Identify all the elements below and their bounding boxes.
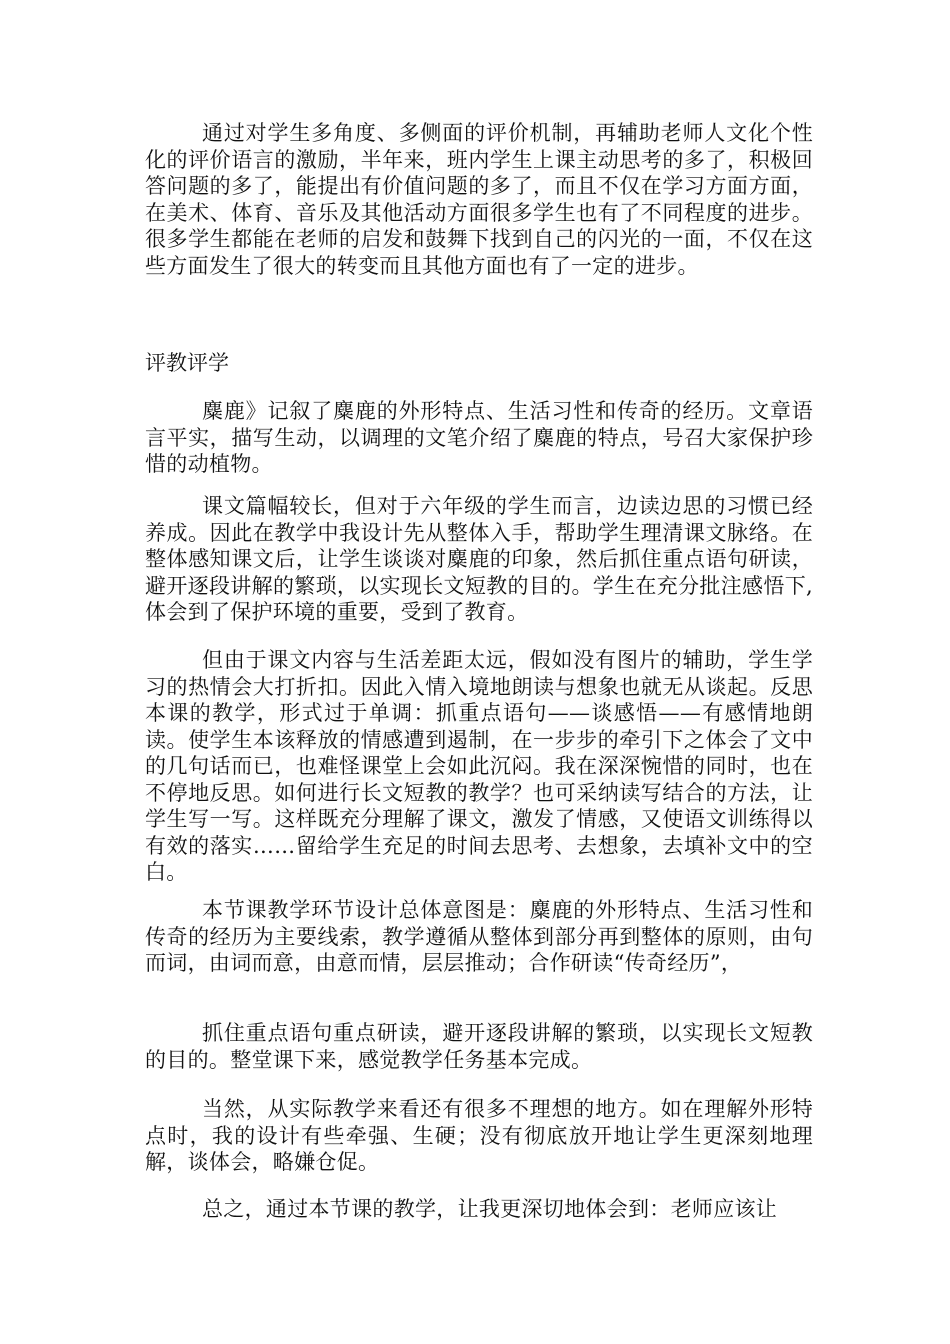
paragraph-milu-intro: 麋鹿》记叙了麋鹿的外形特点、生活习性和传奇的经历。文章语言平实，描写生动，以调理的文笔介绍了麋鹿的特点，号召大家保护珍惜的动植物。	[145, 399, 813, 476]
paragraph-conclusion: 总之，通过本节课的教学，让我更深切地体会到：老师应该让	[202, 1197, 778, 1221]
paragraph-lesson-design: 课文篇幅较长，但对于六年级的学生而言，边读边思的习惯已经养成。因此在教学中我设计先从整体入手，帮助学生理清课文脉络。在整体感知课文后，让学生谈谈对麋鹿的印象，然后抓住重点语句研读，避开逐段讲解的繁琐，以实现长文短教的目的。学生在充分批注感悟下,体会到了保护环境的重要，受到了教育。	[145, 494, 813, 624]
paragraph-shortcomings: 当然，从实际教学来看还有很多不理想的地方。如在理解外形特点时，我的设计有些牵强、生硬；没有彻底放开地让学生更深刻地理解，谈体会，略嫌仓促。	[145, 1097, 813, 1174]
section-heading: 评教评学	[145, 351, 229, 375]
paragraph-reflection: 但由于课文内容与生活差距太远，假如没有图片的辅助，学生学习的热情会大打折扣。因此入情入境地朗读与想象也就无从谈起。反思本课的教学，形式过于单调：抓重点语句——谈感悟——有感情地朗读。使学生本该释放的情感遭到遏制，在一步步的牵引下之体会了文中的几句话而已，也难怪课堂上会如此沉闷。我在深深惋惜的同时，也在不停地反思。如何进行长文短教的教学？也可采纳读写结合的方法，让学生写一写。这样既充分理解了课文，激发了情感，又使语文训练得以有效的落实……留给学生充足的时间去思考、去想象，去填补文中的空白。	[145, 648, 813, 884]
paragraph-key-sentences: 抓住重点语句重点研读，避开逐段讲解的繁琐，以实现长文短教的目的。整堂课下来，感觉教学任务基本完成。	[145, 1021, 813, 1072]
paragraph-design-intent: 本节课教学环节设计总体意图是：麋鹿的外形特点、生活习性和传奇的经历为主要线索，教学遵循从整体到部分再到整体的原则，由句而词，由词而意，由意而情，层层推动；合作研读“传奇经历”，	[145, 898, 813, 975]
paragraph-evaluation-summary: 通过对学生多角度、多侧面的评价机制，再辅助老师人文化个性化的评价语言的激励，半年来，班内学生上课主动思考的多了，积极回答问题的多了，能提出有价值问题的多了，而且不仅在学习方面方面，在美术、体育、音乐及其他活动方面很多学生也有了不同程度的进步。很多学生都能在老师的启发和鼓舞下找到自己的闪光的一面，不仅在这些方面发生了很大的转变而且其他方面也有了一定的进步。	[145, 121, 813, 278]
